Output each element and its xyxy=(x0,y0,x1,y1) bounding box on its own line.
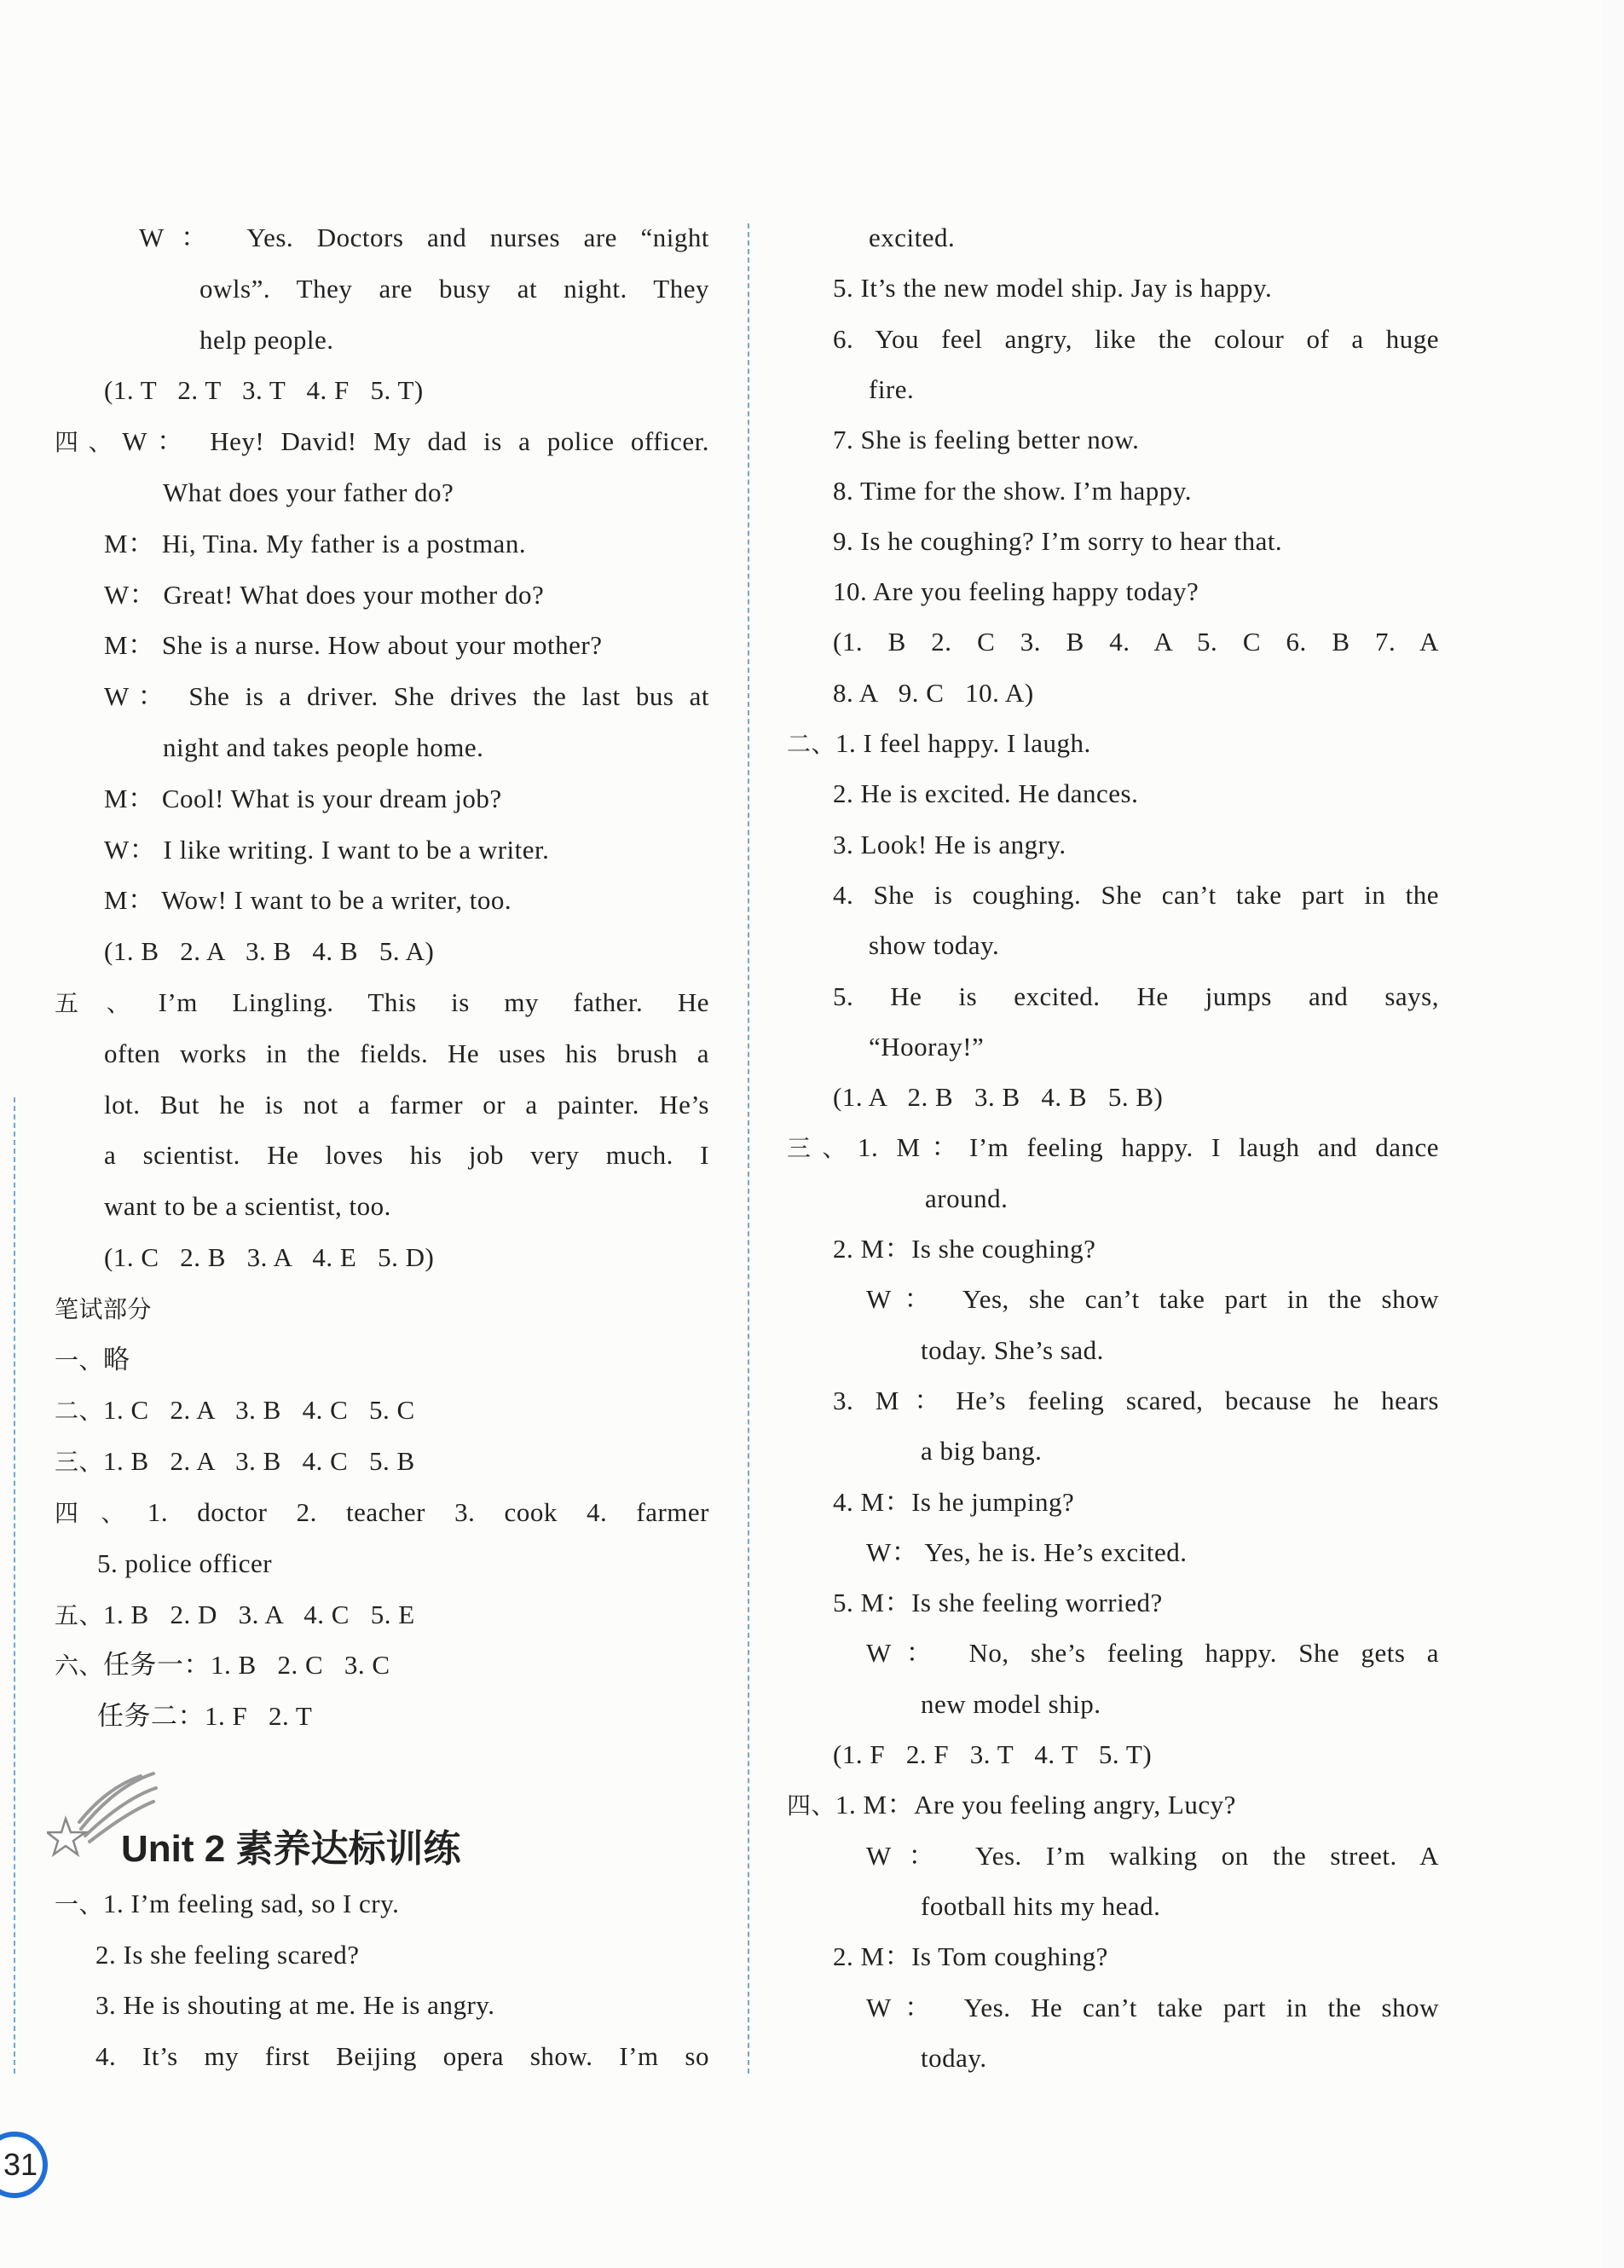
text-line xyxy=(55,425,709,459)
text-line xyxy=(55,1343,709,1377)
text-line xyxy=(833,1485,1439,1519)
speaker-label: M： xyxy=(104,783,155,813)
line-text: 5. M：Is she feeling worried? xyxy=(833,1588,1163,1618)
text-line xyxy=(921,1434,1439,1468)
text-line xyxy=(55,1598,709,1632)
line-text: 5. It’s the new model ship. Jay is happy. xyxy=(833,273,1273,304)
text-line xyxy=(869,929,1439,963)
line-text: Yes, she can’t take part in the show xyxy=(962,1284,1439,1315)
section-marker: 二、 xyxy=(787,730,836,758)
text-line xyxy=(833,474,1439,508)
line-text: 4. She is coughing. She can’t take part in the xyxy=(833,879,1439,910)
text-line xyxy=(104,1037,709,1071)
line-text: 1. I’m feeling sad, so I cry. xyxy=(103,1889,400,1918)
line-text: 10. Are you feeling happy today? xyxy=(833,576,1199,607)
text-line xyxy=(833,777,1439,811)
line-text: 2. He is excited. He dances. xyxy=(833,778,1139,809)
speaker-label: M： xyxy=(104,528,155,558)
text-line xyxy=(787,1788,1439,1822)
text-line xyxy=(104,373,709,408)
speaker-label: W： xyxy=(866,1284,944,1315)
line-text: Yes. He can’t take part in the show xyxy=(963,1992,1439,2022)
text-line xyxy=(95,1938,709,1972)
text-line xyxy=(55,1444,709,1478)
line-text: 3. M：He’s feeling scared, because he hears xyxy=(833,1385,1439,1415)
line-text: 1. M：Are you feeling angry, Lucy? xyxy=(835,1790,1236,1820)
text-line xyxy=(787,1131,1439,1165)
text-line xyxy=(869,373,1439,407)
line-text: Hey! David! My dad is a police officer. xyxy=(210,426,709,457)
section-marker: 三、 xyxy=(55,1448,104,1477)
text-line xyxy=(833,524,1439,558)
text-line xyxy=(104,1189,709,1224)
text-line xyxy=(95,1988,709,2022)
line-text: (1. T 2. T 3. T 4. F 5. T) xyxy=(104,375,424,406)
line-text: 2. M：Is Tom coughing? xyxy=(833,1941,1108,1972)
text-line xyxy=(833,1080,1439,1114)
section-marker: 四、 xyxy=(55,428,123,457)
line-text: What does your father do? xyxy=(163,477,454,507)
line-text: 任务一：1. B 2. C 3. C xyxy=(103,1650,390,1681)
line-text: Yes. I’m walking on the street. A xyxy=(974,1840,1440,1871)
text-line xyxy=(833,271,1439,305)
line-text: (1. A 2. B 3. B 4. B 5. B) xyxy=(833,1082,1164,1113)
line-text: fire. xyxy=(869,373,915,404)
text-line xyxy=(104,782,709,816)
line-text: She is a driver. She drives the last bus at xyxy=(188,681,709,712)
line-text: Hi, Tina. My father is a postman. xyxy=(161,528,527,558)
text-line xyxy=(104,578,709,612)
line-text: a big bang. xyxy=(921,1436,1043,1467)
text-line xyxy=(833,676,1439,710)
speaker-label: M： xyxy=(104,630,155,661)
speaker-label: W： xyxy=(104,579,157,610)
text-line xyxy=(921,2041,1439,2075)
line-text: a scientist. He loves his job very much. I xyxy=(104,1140,709,1171)
line-text: today. xyxy=(921,2042,987,2073)
text-line xyxy=(787,726,1439,761)
section-marker: 四、 xyxy=(787,1791,836,1820)
page-number: 31 xyxy=(0,2132,48,2198)
section-marker: 六、 xyxy=(55,1652,104,1681)
speaker-label: W： xyxy=(866,1536,919,1567)
line-text: want to be a scientist, too. xyxy=(104,1191,391,1222)
line-text: 7. She is feeling better now. xyxy=(833,425,1140,455)
section-marker: 一、 xyxy=(55,1345,104,1374)
line-text: 任务二：1. F 2. T xyxy=(97,1701,313,1732)
line-text: show today. xyxy=(869,930,1000,961)
line-text: She is a nurse. How about your mother? xyxy=(161,630,603,661)
line-text: lot. But he is not a farmer or a painter. He’s xyxy=(104,1089,709,1120)
text-line xyxy=(104,934,709,969)
line-text: 1. M：I’m feeling happy. I laugh and dance xyxy=(857,1132,1439,1163)
section-marker: 五、 xyxy=(55,1600,104,1629)
line-text: 1. C 2. A 3. B 4. C 5. C xyxy=(103,1395,415,1426)
speaker-label: W： xyxy=(866,1840,952,1871)
text-line xyxy=(199,272,709,306)
text-line xyxy=(833,878,1439,912)
line-text: I’m Lingling. This is my father. He xyxy=(158,987,709,1017)
text-line xyxy=(55,1648,709,1682)
section-marker: 笔试部分 xyxy=(55,1294,153,1323)
text-line xyxy=(833,575,1439,609)
line-text: 9. Is he coughing? I’m sorry to hear that. xyxy=(833,525,1283,556)
line-text: 1. B 2. D 3. A 4. C 5. E xyxy=(103,1599,415,1629)
text-line xyxy=(866,1636,1439,1670)
left-margin-line xyxy=(14,1097,15,2074)
line-text: owls”. They are busy at night. They xyxy=(199,273,709,304)
section-marker: 一、 xyxy=(55,1890,104,1918)
text-line xyxy=(921,1334,1439,1368)
text-line xyxy=(833,1586,1439,1620)
line-text: (1. B 2. C 3. B 4. A 5. C 6. B 7. A xyxy=(833,627,1439,657)
text-line xyxy=(866,1536,1439,1570)
text-line xyxy=(163,731,709,765)
text-line xyxy=(833,1940,1439,1974)
text-line xyxy=(921,1889,1439,1924)
text-line xyxy=(104,883,709,917)
text-line xyxy=(97,1547,709,1581)
line-text: 略 xyxy=(103,1344,130,1374)
line-text: “Hooray!” xyxy=(869,1031,985,1062)
text-line xyxy=(866,1839,1439,1873)
text-line xyxy=(55,1496,709,1530)
text-line xyxy=(97,1699,709,1733)
text-line xyxy=(199,323,709,357)
text-line xyxy=(866,1282,1439,1316)
line-text: today. She’s sad. xyxy=(921,1334,1104,1365)
section-marker: 二、 xyxy=(55,1397,104,1426)
line-text: 1. B 2. A 3. B 4. C 5. B xyxy=(103,1446,415,1477)
line-text: 2. Is she feeling scared? xyxy=(95,1939,360,1970)
line-text: Yes, he is. He’s excited. xyxy=(924,1536,1188,1567)
speaker-label: W： xyxy=(139,223,224,252)
line-text: often works in the fields. He uses his brush a xyxy=(104,1038,709,1068)
text-line xyxy=(104,1088,709,1122)
text-line xyxy=(833,1738,1439,1772)
line-text: night and takes people home. xyxy=(163,732,484,762)
line-text: 2. M：Is she coughing? xyxy=(833,1234,1096,1264)
line-text: No, she’s feeling happy. She gets a xyxy=(968,1638,1439,1669)
speaker-label: M： xyxy=(104,885,155,916)
line-text: (1. F 2. F 3. T 4. T 5. T) xyxy=(833,1739,1153,1769)
line-text: 6. You feel angry, like the colour of a huge xyxy=(833,323,1439,354)
text-line xyxy=(139,221,709,255)
line-text: new model ship. xyxy=(921,1688,1101,1719)
text-line xyxy=(104,628,709,662)
text-line xyxy=(833,980,1439,1014)
speaker-label: W： xyxy=(866,1992,945,2022)
speaker-label: W： xyxy=(104,834,157,865)
line-text: Yes. Doctors and nurses are “night xyxy=(246,223,709,252)
line-text: 8. Time for the show. I’m happy. xyxy=(833,475,1192,506)
text-line xyxy=(833,625,1439,659)
text-line xyxy=(95,2039,709,2074)
text-line xyxy=(104,527,709,561)
line-text: around. xyxy=(925,1183,1008,1213)
text-line xyxy=(55,1292,709,1326)
line-text: 3. He is shouting at me. He is angry. xyxy=(95,1990,495,2021)
text-line xyxy=(55,986,709,1020)
text-line xyxy=(866,1991,1439,2025)
line-text: 4. It’s my first Beijing opera show. I’m so xyxy=(95,2040,709,2071)
line-text: (1. B 2. A 3. B 4. B 5. A) xyxy=(104,936,435,967)
text-line xyxy=(104,1241,709,1275)
text-line xyxy=(833,1232,1439,1266)
text-line xyxy=(833,1384,1439,1418)
line-text: 8. A 9. C 10. A) xyxy=(833,677,1034,708)
speaker-label: W： xyxy=(104,681,174,712)
line-text: Great! What does your mother do? xyxy=(163,579,545,610)
text-line xyxy=(104,833,709,867)
line-text: I like writing. I want to be a writer. xyxy=(163,834,550,865)
section-marker: 五、 xyxy=(55,989,159,1017)
unit-heading: Unit 2 素养达标训练 xyxy=(121,1828,461,1870)
text-line xyxy=(833,828,1439,862)
column-divider xyxy=(748,223,749,2074)
section-marker: 四、 xyxy=(55,1499,147,1527)
text-line xyxy=(925,1182,1439,1216)
line-text: excited. xyxy=(869,223,956,252)
text-line xyxy=(55,1887,709,1921)
line-text: 4. M：Is he jumping? xyxy=(833,1486,1075,1517)
speaker-label: W： xyxy=(122,426,194,457)
line-text: 3. Look! He is angry. xyxy=(833,829,1066,859)
text-line xyxy=(55,1393,709,1427)
line-text: 1. doctor 2. teacher 3. cook 4. farmer xyxy=(147,1497,709,1527)
line-text: football hits my head. xyxy=(921,1890,1161,1921)
text-line xyxy=(104,680,709,714)
speaker-label: W： xyxy=(866,1638,948,1669)
text-line xyxy=(833,322,1439,356)
line-text: (1. C 2. B 3. A 4. E 5. D) xyxy=(104,1242,435,1272)
line-text: Wow! I want to be a writer, too. xyxy=(161,885,512,916)
text-line xyxy=(869,1030,1439,1064)
line-text: 1. I feel happy. I laugh. xyxy=(835,728,1091,758)
line-text: help people. xyxy=(199,324,334,355)
text-line xyxy=(833,423,1439,457)
text-line xyxy=(104,1138,709,1172)
text-line xyxy=(163,476,709,510)
section-marker: 三、 xyxy=(787,1134,858,1163)
text-line xyxy=(921,1687,1439,1721)
line-text: 5. He is excited. He jumps and says, xyxy=(833,981,1439,1011)
line-text: Cool! What is your dream job? xyxy=(161,783,502,813)
text-line xyxy=(869,221,1439,255)
line-text: 5. police officer xyxy=(97,1548,273,1578)
